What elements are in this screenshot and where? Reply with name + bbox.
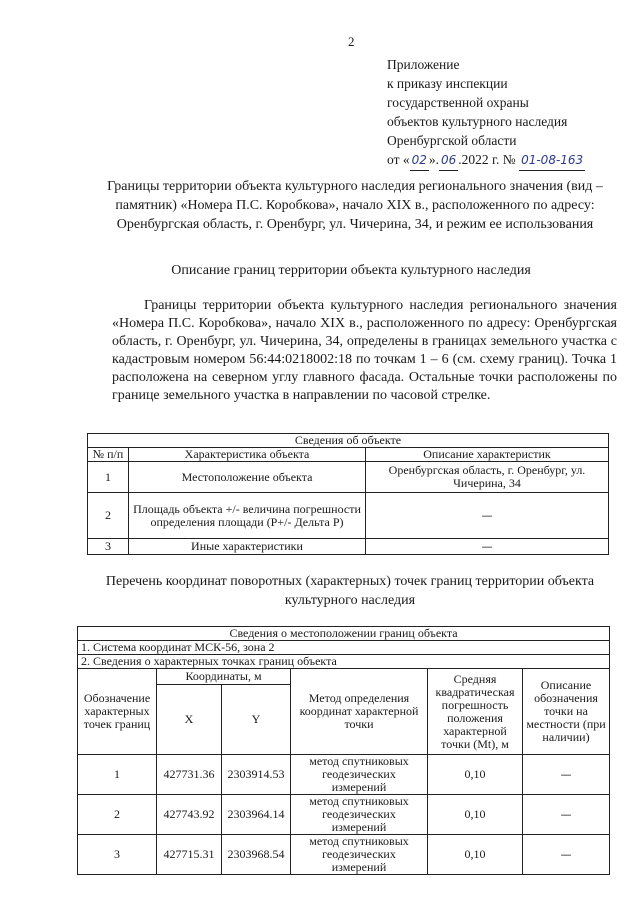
approval-block (387, 55, 585, 171)
table-row: 2 Площадь объекта +/- величина погрешности определения площади (Р+/- Дельта Р) — (88, 493, 609, 539)
coordinate-system: 1. Система координат МСК-56, зона 2 (78, 641, 610, 655)
section-subtitle: Описание границ территории объекта культурного наследия (171, 263, 531, 278)
approval-line: Оренбургской области (387, 133, 517, 148)
column-header: Характеристика объекта (129, 448, 366, 462)
boundary-description: Границы территории объекта культурного наследия регионального значения «Номера П.С. Коробкова», начало XIX в., расположенного по адресу: Оренбургская область, г. Оренбург, ул. Чичерина, 34, определены в границах земельного участка с кадастровым номером 56:44:0218002:18 по точкам 1 – 6 (см. схему границ). Точка 1 расположена на северном углу главного фасада. Остальные точки расположены по границе земельного участка в направлении по часовой стрелке. (112, 298, 617, 403)
table-row: 1 427731.36 2303914.53 метод спутниковых геодезических измерений 0,10 — (78, 755, 610, 795)
column-header: Средняя квадратическая погрешность положения характерной точки (Mt), м (428, 669, 523, 755)
handwritten-month: 06 (439, 151, 458, 171)
table-caption: Сведения об объекте (88, 434, 609, 448)
handwritten-day: 02 (410, 151, 429, 171)
object-info-table (87, 433, 609, 555)
approval-date-line: от « 02 ». 06 .2022 г. № 01-08-163 (387, 150, 585, 171)
approval-line: государственной охраны (387, 95, 529, 110)
handwritten-order-number: 01-08-163 (519, 151, 585, 171)
table-caption: Сведения о местоположении границ объекта (78, 627, 610, 641)
table-row: 1 Местоположение объекта Оренбургская область, г. Оренбург, ул. Чичерина, 34 (88, 462, 609, 493)
column-header: Описание характеристик (366, 448, 609, 462)
column-header: Метод определения координат характерной точки (291, 669, 428, 755)
column-header: Описание обозначения точки на местности (при наличии) (523, 669, 610, 755)
table-row: 2 427743.92 2303964.14 метод спутниковых геодезических измерений 0,10 — (78, 795, 610, 835)
table-row: 3 Иные характеристики — (88, 539, 609, 555)
points-caption: 2. Сведения о характерных точках границ объекта (78, 655, 610, 669)
column-header: Y (222, 685, 291, 755)
document-title: Границы территории объекта культурного наследия регионального значения (вид – памятник) «Номера П.С. Коробкова», начало XIX в., расположенного по адресу: Оренбургская область, г. Оренбург, ул. Чичерина, 34, и режим ее использования (107, 179, 603, 232)
column-header: X (157, 685, 222, 755)
page-number: 2 (348, 34, 355, 49)
approval-line: к приказу инспекции (387, 76, 508, 91)
column-header: № п/п (88, 448, 129, 462)
coordinates-heading: Перечень координат поворотных (характерных) точек границ территории объекта культурного наследия (105, 574, 595, 608)
approval-line: объектов культурного наследия (387, 114, 568, 129)
approval-line: Приложение (387, 57, 460, 72)
table-row: 3 427715.31 2303968.54 метод спутниковых геодезических измерений 0,10 — (78, 835, 610, 875)
column-header: Обозначение характерных точек границ (78, 669, 157, 755)
coordinates-table (77, 626, 610, 875)
column-header: Координаты, м (157, 669, 291, 685)
